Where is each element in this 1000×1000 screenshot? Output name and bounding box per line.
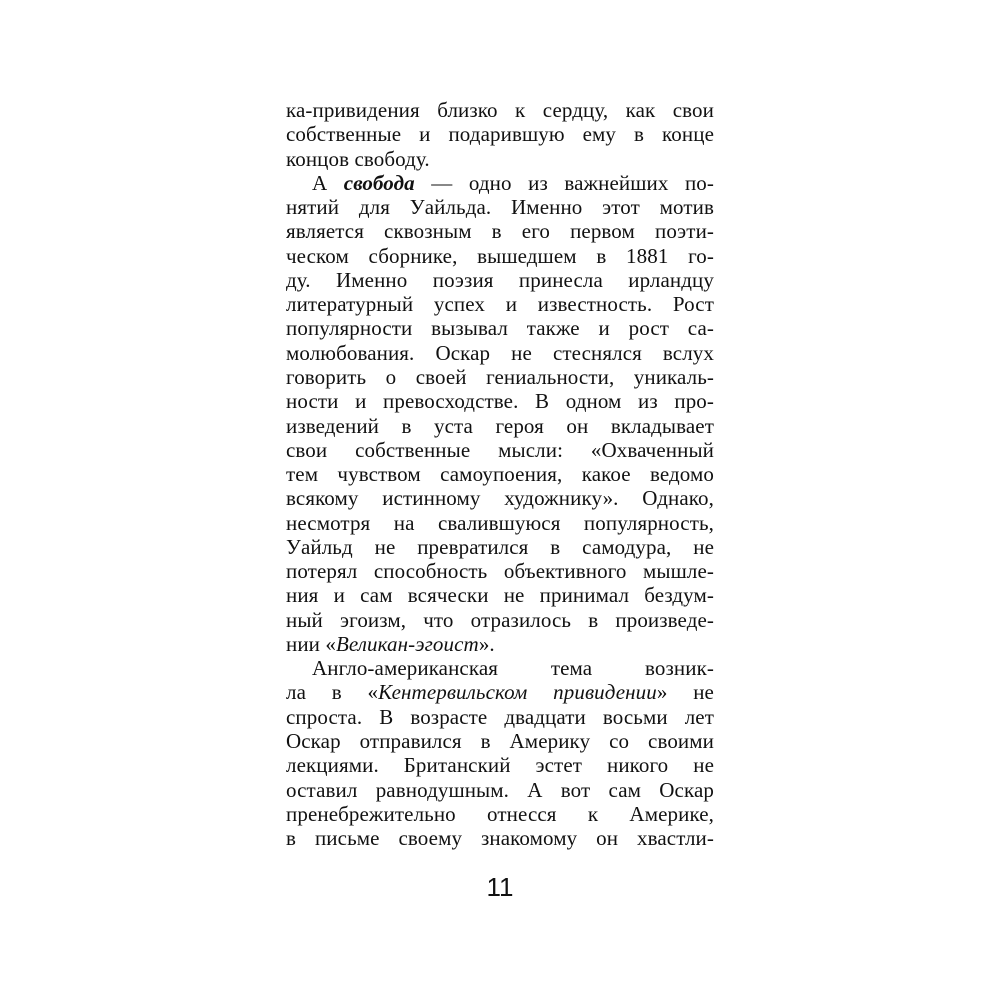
text-span: несмотря на свалившуюся популярность, <box>286 510 714 535</box>
text-span: нятий для Уайльда. Именно этот мотив <box>286 195 714 220</box>
text-span: свои собственные мысли: «Охваченный <box>286 437 714 462</box>
text-span: нии « <box>286 631 336 656</box>
text-span: Оскар отправился в Америку со своими <box>286 729 714 754</box>
text-line <box>286 243 714 269</box>
emphasized-text: Великан-эгоист <box>335 631 479 656</box>
text-span: ческом сборнике, вышедшем в 1881 го- <box>286 243 714 268</box>
text-span: Англо-американская тема возник- <box>312 656 714 681</box>
emphasized-text: Кентервильском привидении <box>378 680 657 705</box>
text-line <box>286 801 714 827</box>
emphasized-text: свобода <box>343 170 415 195</box>
text-span: ности и превосходстве. В одном из про- <box>286 389 714 414</box>
text-span: Уайльд не превратился в самодура, не <box>286 534 714 559</box>
text-line <box>286 631 714 657</box>
text-line <box>286 315 714 341</box>
text-line <box>286 558 714 584</box>
text-span: концов свободу. <box>286 146 430 171</box>
text-span: » не <box>656 680 714 705</box>
text-line <box>286 121 714 147</box>
text-span: А <box>312 170 344 195</box>
text-line <box>286 364 714 390</box>
text-line <box>286 752 714 778</box>
text-line <box>286 728 714 754</box>
text-line <box>286 582 714 608</box>
text-line <box>312 655 714 681</box>
text-line <box>286 510 714 536</box>
text-line <box>286 97 714 123</box>
text-line <box>286 679 714 705</box>
text-span: ду. Именно поэзия принесла ирландцу <box>286 267 714 292</box>
text-line <box>286 146 714 172</box>
text-span: популярности вызывал также и рост са- <box>286 316 714 341</box>
text-span: потерял способность объективного мышле- <box>286 559 714 584</box>
text-line <box>286 825 714 851</box>
text-span: молюбования. Оскар не стеснялся вслух <box>286 340 714 365</box>
text-line <box>286 777 714 803</box>
text-line <box>286 194 714 220</box>
text-span: ния и сам всячески не принимал бездум- <box>286 583 714 608</box>
text-span: в письме своему знакомому он хвастли- <box>286 826 714 851</box>
text-line <box>286 267 714 293</box>
text-line <box>286 218 714 244</box>
text-span: оставил равнодушным. А вот сам Оскар <box>286 777 714 802</box>
text-span: лекциями. Британский эстет никого не <box>286 753 714 778</box>
text-span: всякому истинному художнику». Однако, <box>286 486 714 511</box>
text-span: литературный успех и известность. Рост <box>286 292 714 317</box>
text-span: говорить о своей гениальности, уникаль- <box>286 364 714 389</box>
text-span: пренебрежительно отнесся к Америке, <box>286 801 714 826</box>
text-span: — одно из важнейших по- <box>414 170 714 195</box>
text-line <box>286 607 714 633</box>
text-span: ». <box>478 631 495 656</box>
page-number: 11 <box>486 872 514 902</box>
text-span: тем чувством самоупоения, какое ведомо <box>286 462 714 487</box>
text-line <box>286 461 714 487</box>
text-line <box>286 437 714 463</box>
text-line <box>286 388 714 414</box>
text-span: ный эгоизм, что отразилось в произведе- <box>286 607 714 632</box>
text-line <box>286 340 714 366</box>
text-line <box>312 170 714 196</box>
text-span: ла в « <box>286 680 379 705</box>
text-span: спроста. В возрасте двадцати восьми лет <box>286 704 714 729</box>
text-line <box>286 413 714 439</box>
text-span: ка-привидения близко к сердцу, как свои <box>286 98 714 122</box>
text-span: изведений в уста героя он вкладывает <box>286 413 714 438</box>
text-line <box>286 291 714 317</box>
text-span: собственные и подарившую ему в конце <box>286 122 714 147</box>
text-span: является сквозным в его первом поэти- <box>286 219 714 244</box>
text-line <box>286 534 714 560</box>
text-line <box>286 704 714 730</box>
text-line <box>286 485 714 511</box>
